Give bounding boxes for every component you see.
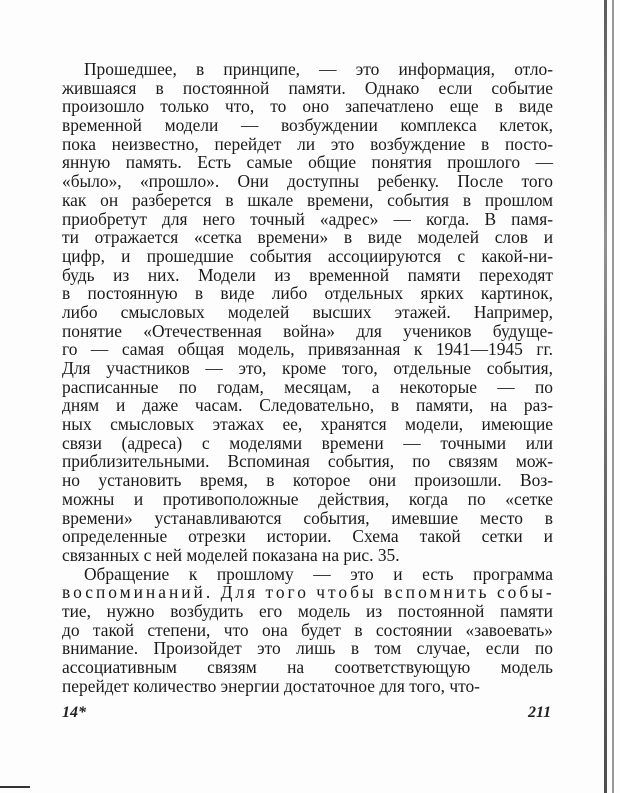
text-line: Прошедшее, в принципе, — это информация, отло- xyxy=(84,59,553,79)
text-line: будь из них. Модели из временной памяти переходят xyxy=(62,264,553,285)
scan-edge-outer xyxy=(612,0,614,793)
scan-corner-mark xyxy=(0,786,30,788)
scan-edge xyxy=(604,0,607,793)
text-line: внимание. Произойдет это лишь в том случае, если по xyxy=(62,638,553,659)
text-line: тие, нужно возбудить его модель из постоянной памяти xyxy=(62,600,553,621)
text-line: воспоминаний. Для того чтобы вспомнить собы- xyxy=(62,582,555,603)
text-line: понятие «Отечественная война» для учеников будуще- xyxy=(62,320,553,341)
text-line: как он разберется в шкале времени, события в прошлом xyxy=(62,189,553,210)
text-line: пока неизвестно, перейдет ли это возбуждение в посто- xyxy=(62,133,553,154)
text-line: связанных с ней моделей показана на рис. 35. xyxy=(62,544,400,565)
text-line: но установить время, в которое они произошли. Воз- xyxy=(62,470,553,491)
text-line: до такой степени, что она будет в состоянии «завоевать» xyxy=(62,619,553,640)
text-line: «было», «прошло». Они доступны ребенку. После того xyxy=(62,171,553,192)
text-line: янную память. Есть самые общие понятия прошлого — xyxy=(62,152,553,173)
text-line: либо смысловых моделей высших этажей. Например, xyxy=(62,301,553,322)
text-line: связи (адреса) с моделями времени — точными или xyxy=(62,432,553,453)
text-line: ти отражается «сетка времени» в виде моделей слов и xyxy=(62,227,553,248)
body-text xyxy=(62,60,553,695)
text-line: приобретут для него точный «адрес» — когда. В памя- xyxy=(62,208,553,229)
text-line: приблизительными. Вспоминая события, по связям мож- xyxy=(62,451,553,472)
text-line: дням и даже часам. Следовательно, в памяти, на раз- xyxy=(62,395,553,416)
text-line: Для участников — это, кроме того, отдельные события, xyxy=(62,358,553,378)
text-line: временной модели — возбуждении комплекса клеток, xyxy=(62,115,553,136)
text-line: ных смысловых этажах ее, хранятся модели, имеющие xyxy=(62,414,553,435)
text-line: го — самая общая модель, привязанная к 1941—1945 гг. xyxy=(62,339,553,360)
text-line: перейдет количество энергии достаточное для того, что- xyxy=(62,675,480,696)
page-number: 211 xyxy=(528,704,552,721)
text-line: Обращение к прошлому — это и есть программа xyxy=(84,563,553,584)
text-line: в постоянную в виде либо отдельных ярких картинок, xyxy=(62,283,553,304)
text-line: времени» устанавливаются события, имевшие место в xyxy=(62,507,553,528)
text-line: жившаяся в постоянной памяти. Однако если событие xyxy=(62,77,553,98)
text-line: определенные отрезки истории. Схема такой сетки и xyxy=(62,526,553,547)
paragraph xyxy=(62,60,553,565)
text-line: расписанные по годам, месяцам, а некоторые — по xyxy=(62,376,553,397)
text-line: ассоциативным связям на соответствующую модель xyxy=(62,657,553,677)
text-line: произошло только что, то оно запечатлено еще в виде xyxy=(62,96,553,117)
text-line: можны и противоположные действия, когда по «сетке xyxy=(62,488,553,509)
signature-mark: 14* xyxy=(62,704,86,721)
text-line: цифр, и прошедшие события ассоциируются с какой-ни- xyxy=(62,245,553,266)
paragraph xyxy=(62,565,553,696)
